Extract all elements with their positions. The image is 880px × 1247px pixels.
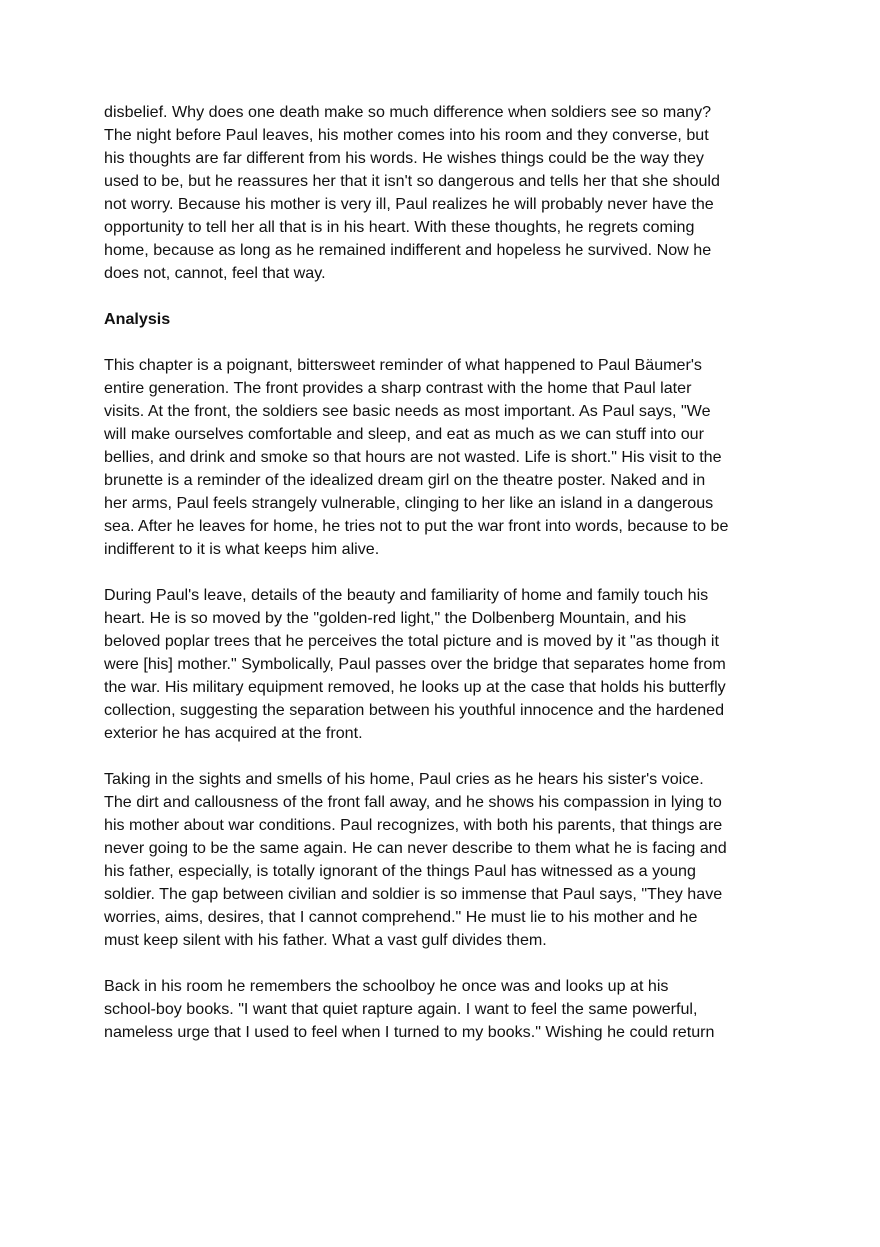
text-line: not worry. Because his mother is very ill, Paul realizes he will probably never have the: [104, 195, 714, 213]
text-line: his father, especially, is totally ignorant of the things Paul has witnessed as a young: [104, 862, 696, 880]
text-line: collection, suggesting the separation between his youthful innocence and the hardened: [104, 701, 725, 719]
text-line: This chapter is a poignant, bittersweet reminder of what happened to Paul Bäumer's: [104, 356, 702, 374]
text-line: the war. His military equipment removed, he looks up at the case that holds his butterfly: [104, 678, 726, 696]
text-line: must keep silent with his father. What a vast gulf divides them.: [104, 931, 547, 949]
text-line: Taking in the sights and smells of his home, Paul cries as he hears his sister's voice.: [104, 770, 704, 788]
analysis-paragraph-3: [104, 768, 784, 952]
document-body: [104, 101, 784, 1067]
text-line: sea. After he leaves for home, he tries not to put the war front into words, because to be: [104, 517, 729, 535]
text-line: bellies, and drink and smoke so that hours are not wasted. Life is short." His visit to the: [104, 448, 722, 466]
text-line: opportunity to tell her all that is in his heart. With these thoughts, he regrets coming: [104, 218, 695, 236]
text-line: used to be, but he reassures her that it isn't so dangerous and tells her that she should: [104, 172, 720, 190]
text-line: his thoughts are far different from his words. He wishes things could be the way they: [104, 149, 704, 167]
text-line: does not, cannot, feel that way.: [104, 264, 326, 282]
text-line: worries, aims, desires, that I cannot comprehend." He must lie to his mother and he: [104, 908, 698, 926]
text-line: school-boy books. "I want that quiet rapture again. I want to feel the same powerful,: [104, 1000, 698, 1018]
summary-paragraph-1: [104, 101, 784, 285]
text-line: nameless urge that I used to feel when I turned to my books." Wishing he could return: [104, 1023, 715, 1041]
analysis-paragraph-1: [104, 354, 784, 561]
text-line: never going to be the same again. He can never describe to them what he is facing and: [104, 839, 727, 857]
text-line: exterior he has acquired at the front.: [104, 724, 363, 742]
text-line: The dirt and callousness of the front fall away, and he shows his compassion in lying to: [104, 793, 722, 811]
text-line: brunette is a reminder of the idealized dream girl on the theatre poster. Naked and in: [104, 471, 706, 489]
text-line: her arms, Paul feels strangely vulnerable, clinging to her like an island in a dangerous: [104, 494, 714, 512]
text-line: Back in his room he remembers the schoolboy he once was and looks up at his: [104, 977, 669, 995]
text-line: The night before Paul leaves, his mother comes into his room and they converse, but: [104, 126, 709, 144]
text-line: During Paul's leave, details of the beauty and familiarity of home and family touch his: [104, 586, 709, 604]
text-line: disbelief. Why does one death make so much difference when soldiers see so many?: [104, 103, 712, 121]
analysis-paragraph-4: [104, 975, 784, 1044]
text-line: entire generation. The front provides a sharp contrast with the home that Paul later: [104, 379, 692, 397]
text-line: will make ourselves comfortable and sleep, and eat as much as we can stuff into our: [104, 425, 704, 443]
text-line: beloved poplar trees that he perceives the total picture and is moved by it "as though it: [104, 632, 719, 650]
text-line: indifferent to it is what keeps him alive.: [104, 540, 380, 558]
text-line: soldier. The gap between civilian and soldier is so immense that Paul says, "They have: [104, 885, 723, 903]
section-heading-analysis: Analysis: [104, 310, 171, 328]
analysis-paragraph-2: [104, 584, 784, 745]
text-line: were [his] mother." Symbolically, Paul passes over the bridge that separates home from: [104, 655, 726, 673]
text-line: his mother about war conditions. Paul recognizes, with both his parents, that things are: [104, 816, 723, 834]
text-line: heart. He is so moved by the "golden-red light," the Dolbenberg Mountain, and his: [104, 609, 687, 627]
text-line: home, because as long as he remained indifferent and hopeless he survived. Now he: [104, 241, 712, 259]
text-line: visits. At the front, the soldiers see basic needs as most important. As Paul says, "We: [104, 402, 711, 420]
